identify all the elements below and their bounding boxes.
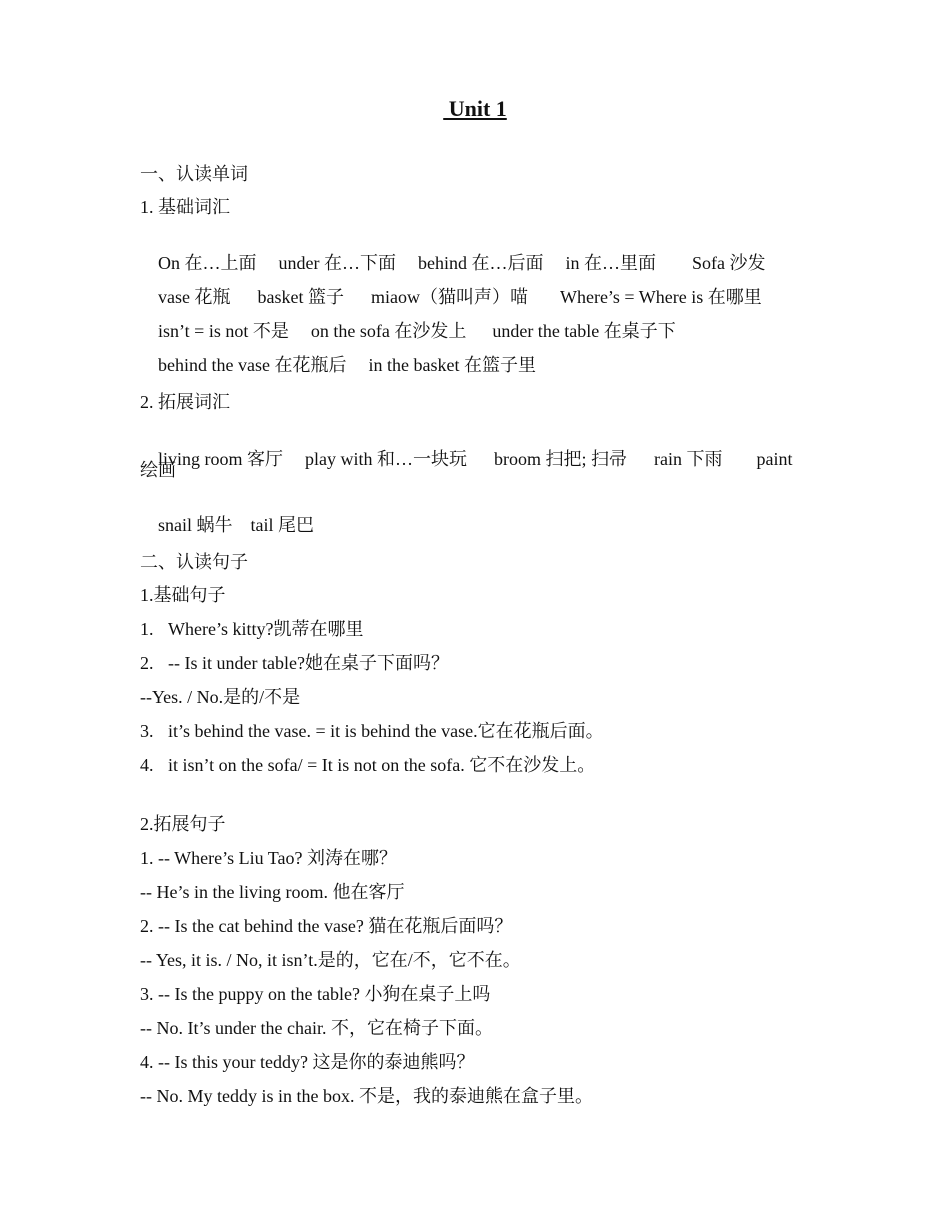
vocab-item: Sofa 沙发: [692, 253, 766, 273]
vocab-item: behind the vase 在花瓶后: [158, 355, 347, 375]
sentence-item: -- No. It’s under the chair. 不，它在椅子下面。: [140, 1018, 493, 1038]
sentence-item: 4. -- Is this your teddy? 这是你的泰迪熊吗？: [140, 1052, 475, 1072]
vocab-item: under 在…下面: [278, 253, 396, 273]
vocab-item: living room 客厅: [158, 449, 283, 469]
sentence-text: --Yes. / No.是的/不是: [140, 687, 301, 707]
section-heading-words: 一、认读单词: [140, 164, 248, 184]
sentence-item: 2. -- Is the cat behind the vase? 猫在花瓶后面吗？: [140, 916, 513, 936]
sentence-item: 3. -- Is the puppy on the table? 小狗在桌子上吗: [140, 984, 491, 1004]
vocab-item: in the basket 在篮子里: [368, 355, 536, 375]
sentence-text: it isn’t on the sofa/ = It is not on the sofa. 它不在沙发上。: [168, 755, 596, 775]
sentence-item: [140, 652, 449, 674]
list-number: 3.: [140, 721, 154, 741]
vocab-item: rain 下雨: [654, 449, 723, 469]
vocab-item: broom 扫把; 扫帚: [494, 449, 627, 469]
vocab-item: play with 和…一块玩: [305, 449, 467, 469]
sentence-text: it’s behind the vase. = it is behind the vase.它在花瓶后面。: [168, 721, 604, 741]
sentence-item: -- Yes, it is. / No, it isn’t.是的，它在/不，它不在。: [140, 950, 521, 970]
vocab-item: tail 尾巴: [250, 515, 314, 535]
sentence-item: 1. -- Where’s Liu Tao? 刘涛在哪？: [140, 848, 398, 868]
vocab-item: on the sofa 在沙发上: [310, 321, 467, 341]
sentence-text: Where’s kitty?凯蒂在哪里: [168, 619, 364, 639]
vocab-item: basket 篮子: [257, 287, 344, 307]
vocab-item-wrap: 绘画: [140, 460, 176, 480]
extended-vocab-heading: 2. 拓展词汇: [140, 392, 230, 412]
vocab-item: vase 花瓶: [158, 287, 231, 307]
sentence-item: [140, 618, 363, 640]
list-number: 1.: [140, 619, 154, 639]
list-number: 4.: [140, 755, 154, 775]
vocab-item: paint: [756, 449, 793, 469]
basic-vocab-heading: 1. 基础词汇: [140, 197, 230, 217]
vocab-item: under the table 在桌子下: [492, 321, 676, 341]
vocab-row: [140, 492, 314, 558]
vocab-row: [140, 426, 792, 492]
section-heading-sentences: 二、认读句子: [140, 552, 248, 572]
vocab-item: snail 蜗牛: [158, 515, 233, 535]
vocab-item: miaow（猫叫声）喵: [370, 287, 528, 307]
sentence-text: -- Is it under table?她在桌子下面吗？: [168, 653, 449, 673]
vocab-item: On 在…上面: [158, 253, 257, 273]
vocab-item: Where’s = Where is 在哪里: [559, 287, 762, 307]
vocab-row: [140, 332, 536, 398]
sentence-item: -- No. My teddy is in the box. 不是，我的泰迪熊在盒子里。: [140, 1086, 593, 1106]
sentence-item: [140, 720, 604, 742]
sentence-item: [140, 686, 300, 708]
basic-sentences-heading: 1.基础句子: [140, 585, 226, 605]
vocab-item: behind 在…后面: [417, 253, 544, 273]
sentence-item: [140, 754, 595, 776]
vocab-item: in 在…里面: [565, 253, 656, 273]
extended-sentences-heading: 2.拓展句子: [140, 814, 226, 834]
vocab-item: isn’t = is not 不是: [158, 321, 289, 341]
page-title: Unit 1: [443, 96, 507, 121]
list-number: 2.: [140, 653, 154, 673]
sentence-item: -- He’s in the living room. 他在客厅: [140, 882, 405, 902]
